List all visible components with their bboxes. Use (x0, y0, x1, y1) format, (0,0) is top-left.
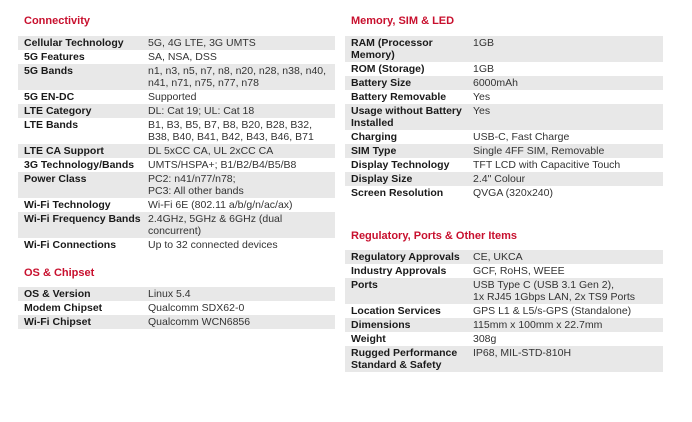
spec-label: Weight (351, 333, 386, 345)
spec-row (18, 315, 335, 329)
spec-row (18, 118, 335, 144)
spec-label: Display Size (351, 173, 413, 185)
spec-row (345, 76, 663, 90)
spec-label: Usage without Battery Installed (351, 105, 462, 129)
spec-value: Yes (473, 91, 491, 103)
spec-value: 1GB (473, 63, 495, 75)
spec-value: SA, NSA, DSS (148, 51, 217, 63)
spec-value: IP68, MIL-STD-810H (473, 347, 572, 359)
spec-label: ROM (Storage) (351, 63, 425, 75)
spec-label: 5G EN-DC (24, 91, 75, 103)
section-title-memory-sim-led: Memory, SIM & LED (351, 15, 455, 27)
spec-label: Display Technology (351, 159, 450, 171)
spec-label: Cellular Technology (24, 37, 124, 49)
spec-label: Screen Resolution (351, 187, 444, 199)
spec-label: LTE Category (24, 105, 92, 117)
spec-row (345, 172, 663, 186)
spec-value: 2.4" Colour (473, 173, 526, 185)
spec-row (18, 287, 335, 301)
regulatory-table (345, 250, 663, 372)
spec-value: Wi-Fi 6E (802.11 a/b/g/n/ac/ax) (148, 199, 293, 211)
section-title-regulatory: Regulatory, Ports & Other Items (351, 230, 518, 242)
spec-label: Dimensions (351, 319, 411, 331)
spec-label: Charging (351, 131, 398, 143)
spec-label: Wi-Fi Technology (24, 199, 111, 211)
spec-row (18, 50, 335, 64)
spec-row (18, 104, 335, 118)
spec-value: DL: Cat 19; UL: Cat 18 (148, 105, 255, 117)
spec-row (18, 158, 335, 172)
spec-row (18, 301, 335, 315)
spec-row (18, 144, 335, 158)
connectivity-table (18, 36, 335, 252)
spec-value: USB-C, Fast Charge (473, 131, 570, 143)
spec-row (345, 158, 663, 172)
spec-row (345, 130, 663, 144)
spec-label: Battery Removable (351, 91, 447, 103)
spec-row (18, 238, 335, 252)
section-title-connectivity: Connectivity (24, 15, 91, 27)
spec-row (18, 90, 335, 104)
spec-label: SIM Type (351, 145, 397, 157)
spec-value: 308g (473, 333, 497, 345)
spec-value: GCF, RoHS, WEEE (473, 265, 565, 277)
spec-row (18, 198, 335, 212)
spec-value: QVGA (320x240) (473, 187, 553, 199)
spec-value: 5G, 4G LTE, 3G UMTS (148, 37, 256, 49)
spec-value: Qualcomm SDX62-0 (148, 302, 245, 314)
spec-value: PC2: n41/n77/n78; PC3: All other bands (148, 173, 244, 197)
spec-label: Battery Size (351, 77, 412, 89)
os-chipset-table (18, 287, 335, 329)
spec-row (345, 304, 663, 318)
spec-label: LTE CA Support (24, 145, 104, 157)
spec-value: n1, n3, n5, n7, n8, n20, n28, n38, n40, n41, n71, n75, n77, n78 (148, 65, 327, 89)
spec-value: TFT LCD with Capacitive Touch (473, 159, 621, 171)
spec-label: Wi-Fi Connections (24, 239, 117, 251)
spec-label: Modem Chipset (24, 302, 103, 314)
spec-value: Linux 5.4 (148, 288, 191, 300)
spec-value: B1, B3, B5, B7, B8, B20, B28, B32, B38, B40, B41, B42, B43, B46, B71 (148, 119, 314, 143)
spec-label: 3G Technology/Bands (24, 159, 135, 171)
spec-value: Single 4FF SIM, Removable (473, 145, 605, 157)
spec-label: Ports (351, 279, 378, 291)
spec-label: Power Class (24, 173, 87, 185)
spec-row (18, 172, 335, 198)
spec-row (345, 62, 663, 76)
spec-value: 6000mAh (473, 77, 518, 89)
spec-value: Up to 32 connected devices (148, 239, 278, 251)
spec-row (345, 90, 663, 104)
spec-label: Wi-Fi Chipset (24, 316, 91, 328)
spec-value: Supported (148, 91, 197, 103)
spec-row (18, 64, 335, 90)
spec-label: 5G Features (24, 51, 85, 63)
spec-label: Location Services (351, 305, 441, 317)
spec-label: Regulatory Approvals (351, 251, 460, 263)
memory-sim-led-table (345, 36, 663, 200)
spec-row (345, 278, 663, 304)
spec-row (18, 36, 335, 50)
spec-value: 1GB (473, 37, 495, 49)
spec-value: DL 5xCC CA, UL 2xCC CA (148, 145, 274, 157)
spec-row (345, 264, 663, 278)
spec-value: Yes (473, 105, 491, 117)
spec-row (18, 212, 335, 238)
section-title-os-chipset: OS & Chipset (24, 267, 95, 279)
spec-label: LTE Bands (24, 119, 79, 131)
spec-value: CE, UKCA (473, 251, 523, 263)
spec-row (345, 318, 663, 332)
spec-label: Industry Approvals (351, 265, 447, 277)
spec-value: USB Type C (USB 3.1 Gen 2), 1x RJ45 1Gbps LAN, 2x TS9 Ports (473, 279, 636, 303)
spec-value: UMTS/HSPA+; B1/B2/B4/B5/B8 (148, 159, 297, 171)
spec-row (345, 36, 663, 62)
spec-value: Qualcomm WCN6856 (148, 316, 251, 328)
spec-label: RAM (Processor Memory) (351, 37, 433, 61)
spec-row (345, 186, 663, 200)
spec-row (345, 104, 663, 130)
spec-row (345, 346, 663, 372)
spec-row (345, 332, 663, 346)
spec-value: 115mm x 100mm x 22.7mm (473, 319, 603, 331)
spec-row (345, 250, 663, 264)
spec-label: Rugged Performance Standard & Safety (351, 347, 458, 371)
spec-label: 5G Bands (24, 65, 74, 77)
spec-row (345, 144, 663, 158)
spec-label: Wi-Fi Frequency Bands (24, 213, 141, 225)
spec-value: GPS L1 & L5/s-GPS (Standalone) (473, 305, 632, 317)
spec-label: OS & Version (24, 288, 91, 300)
spec-value: 2.4GHz, 5GHz & 6GHz (dual concurrent) (148, 213, 283, 237)
